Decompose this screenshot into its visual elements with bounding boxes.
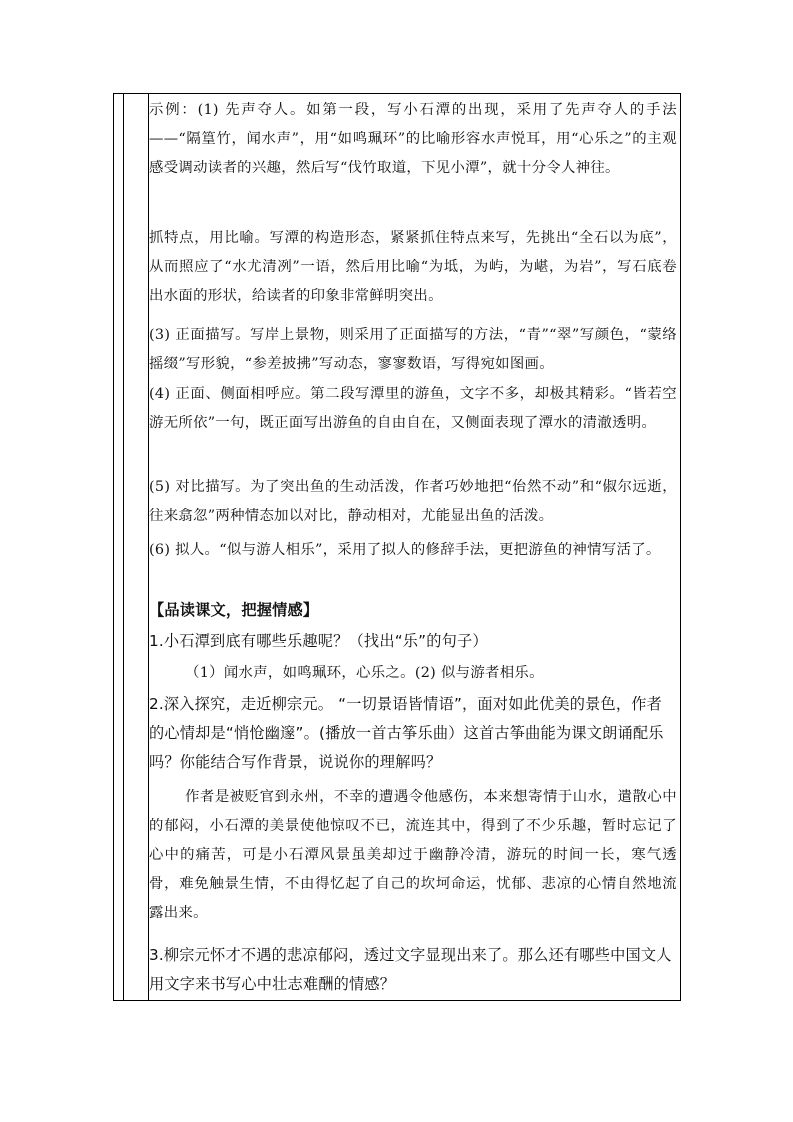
example-paragraph-5: (5) 对比描写。为了突出鱼的生动活泼，作者巧妙地把“佁然不动”和“俶尔远逝，往来翕忽”两种情态加以对比，静动相对，尤能显出鱼的活泼。 xyxy=(149,479,677,524)
example-paragraph-1: 示例：(1) 先声夺人。如第一段，写小石潭的出现，采用了先声夺人的手法——“隔篁竹，闻水声”，用“如鸣珮环”的比喻形容水声悦耳，用“心乐之”的主观感受调动读者的兴趣，然后写“伐竹取道，下见小潭”，就十分令人神往。 xyxy=(149,102,677,176)
section-heading: 【品读课文，把握情感】 xyxy=(149,601,319,619)
example-paragraph-2: 抓特点，用比喻。写潭的构造形态，紧紧抓住特点来写，先挑出“全石以为底”，从而照应了“水尤清冽”一语，然后用比喻“为坻，为屿，为嵁，为岩”，写石底卷出水面的形状，给读者的印象非常鲜明突出。 xyxy=(149,230,677,304)
question-1: 1.小石潭到底有哪些乐趣呢？（找出“乐”的句子） xyxy=(149,632,488,650)
table-column-left xyxy=(114,94,124,1000)
answer-1: （1）闻水声，如鸣珮环，心乐之。(2) 似与游者相乐。 xyxy=(185,665,544,681)
question-3: 3.柳宗元怀才不遇的悲凉郁闷，透过文字显现出来了。那么还有哪些中国文人用文字来书写心中壮志难酬的情感？ xyxy=(149,946,672,993)
example-paragraph-4: (4) 正面、侧面相呼应。第二段写潭里的游鱼，文字不多，却极其精彩。“皆若空游无所依”一句，既正面写出游鱼的自由自在，又侧面表现了潭水的清澈透明。 xyxy=(149,386,677,431)
table-column-label xyxy=(124,94,149,1000)
example-paragraph-3: (3) 正面描写。写岸上景物，则采用了正面描写的方法，“青”“翠”写颜色，“蒙络摇缀”写形貌，“参差披拂”写动态，寥寥数语，写得宛如图画。 xyxy=(149,327,677,372)
question-2: 2.深入探究，走近柳宗元。 “一切景语皆情语”，面对如此优美的景色，作者的心情却是“悄怆幽邃”。(播放一首古筝乐曲）这首古筝曲能为课文朗诵配乐吗？你能结合写作背景，说说你的理解吗？ xyxy=(149,695,664,771)
example-paragraph-6: (6) 拟人。“似与游人相乐”，采用了拟人的修辞手法，更把游鱼的神情写活了。 xyxy=(149,542,661,558)
answer-2: 作者是被贬官到永州，不幸的遭遇令他感伤，本来想寄情于山水，遣散心中的郁闷，小石潭的美景使他惊叹不已，流连其中，得到了不少乐趣，暂时忘记了心中的痛苦，可是小石潭风景虽美却过于幽静冷清，游玩的时间一长，寒气透骨，难免触景生情，不由得忆起了自己的坎坷命运，忧郁、悲凉的心情自然地流露出来。 xyxy=(149,789,677,921)
